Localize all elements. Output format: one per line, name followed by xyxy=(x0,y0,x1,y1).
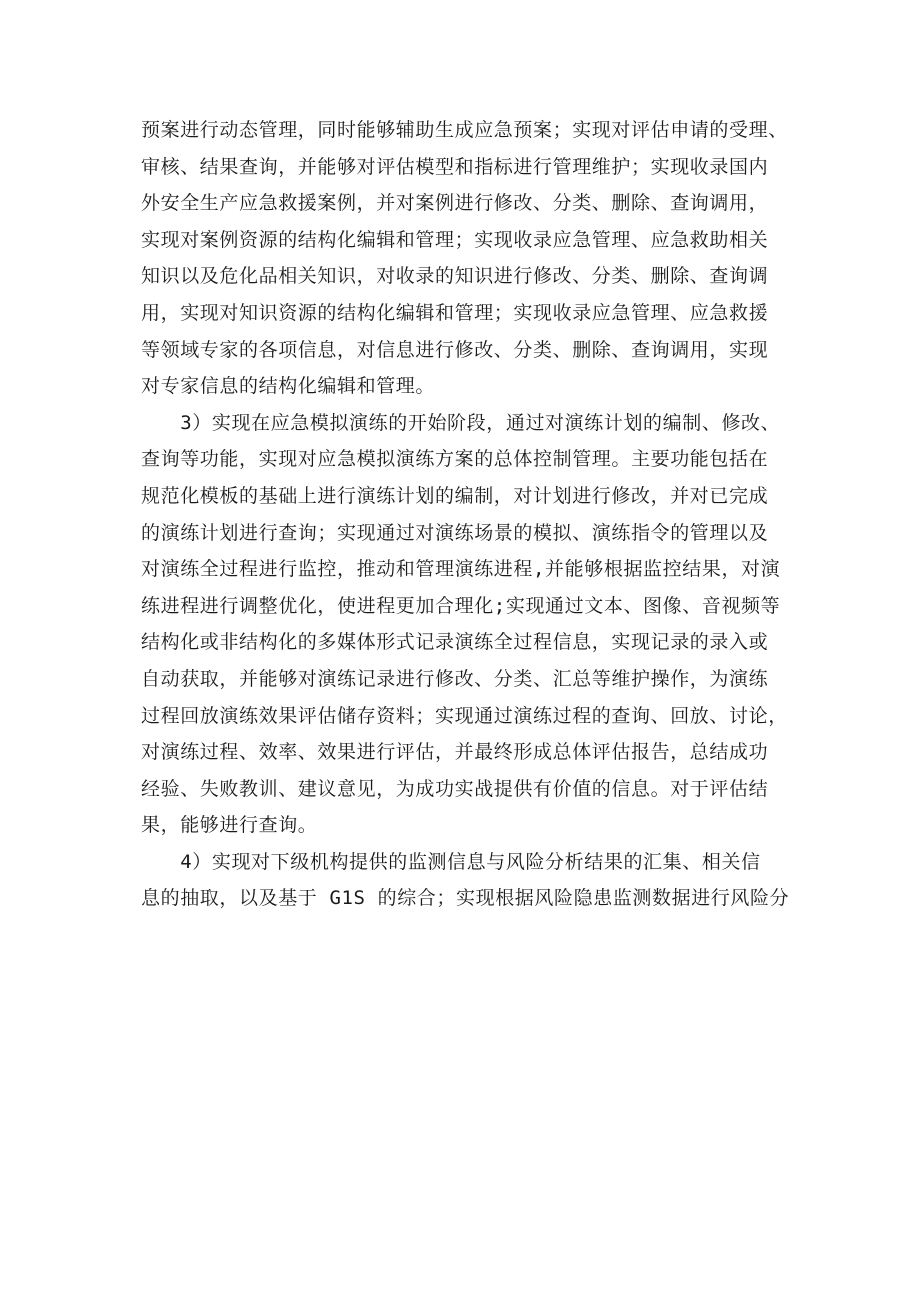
text-line: 对演练全过程进行监控，推动和管理演练进程,并能够根据监控结果，对演 xyxy=(141,558,781,581)
text-line: 的演练计划进行查询；实现通过对演练场景的模拟、演练指令的管理以及 xyxy=(141,521,769,544)
text-line: 审核、结果查询，并能够对评估模型和指标进行管理维护；实现收录国内 xyxy=(141,155,769,178)
body-text xyxy=(141,112,801,917)
text-line: 练进程进行调整优化，使进程更加合理化;实现通过文本、图像、音视频等 xyxy=(141,594,781,617)
text-line: 知识以及危化品相关知识，对收录的知识进行修改、分类、删除、查询调 xyxy=(141,265,769,288)
text-line: 果，能够进行查询。 xyxy=(141,814,318,837)
text-line: 规范化模板的基础上进行演练计划的编制，对计划进行修改，并对已完成 xyxy=(141,484,769,507)
text-line: 自动获取，并能够对演练记录进行修改、分类、汇总等维护操作，为演练 xyxy=(141,667,769,690)
text-line: 对演练过程、效率、效果进行评估，并最终形成总体评估报告，总结成功 xyxy=(141,741,769,764)
text-line: 对专家信息的结构化编辑和管理。 xyxy=(141,375,436,398)
text-line: 经验、失败教训、建议意见，为成功实战提供有价值的信息。对于评估结 xyxy=(141,777,769,800)
text-line: 预案进行动态管理，同时能够辅助生成应急预案；实现对评估申请的受理、 xyxy=(141,119,788,141)
text-line: 等领域专家的各项信息，对信息进行修改、分类、删除、查询调用，实现 xyxy=(141,338,769,361)
text-line: 实现对案例资源的结构化编辑和管理；实现收录应急管理、应急救助相关 xyxy=(141,228,769,251)
paragraph-4-start: 4）实现对下级机构提供的监测信息与风险分析结果的汇集、相关信 xyxy=(141,850,761,873)
text-line: 查询等功能，实现对应急模拟演练方案的总体控制管理。主要功能包括在 xyxy=(141,448,769,471)
text-line: 过程回放演练效果评估储存资料；实现通过演练过程的查询、回放、讨论， xyxy=(141,704,788,727)
text-line: 用，实现对知识资源的结构化编辑和管理；实现收录应急管理、应急救援 xyxy=(141,301,769,324)
text-line: 结构化或非结构化的多媒体形式记录演练全过程信息，实现记录的录入或 xyxy=(141,631,769,654)
text-line: 外安全生产应急救援案例，并对案例进行修改、分类、删除、查询调用， xyxy=(141,192,769,215)
paragraph-3-start: 3）实现在应急模拟演练的开始阶段，通过对演练计划的编制、修改、 xyxy=(141,411,781,434)
text-line: 息的抽取，以及基于 G1S 的综合；实现根据风险隐患监测数据进行风险分 xyxy=(141,887,790,910)
